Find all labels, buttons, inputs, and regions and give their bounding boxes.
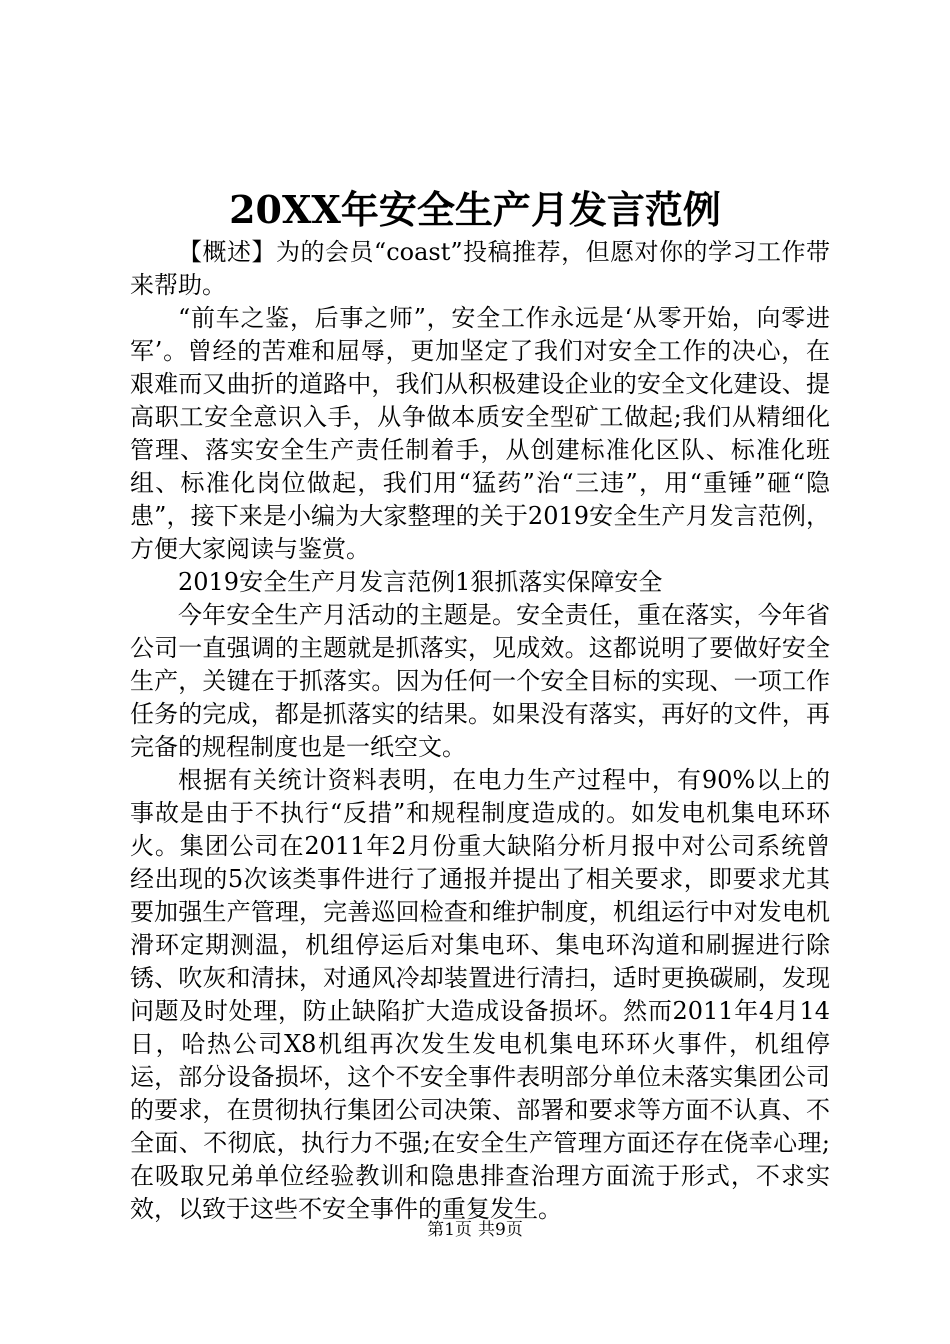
page-number: 第1页 bbox=[427, 1220, 472, 1240]
paragraph-statistics: 根据有关统计资料表明，在电力生产过程中，有90%以上的事故是由于不执行“反措”和规程制度造成的。如发电机集电环环火。集团公司在2011年2月份重大缺陷分析月报中对公司系统曾经出现的5次该类事件进行了通报并提出了相关要求，即要求尤其要加强生产管理，完善巡回检查和维护制度，机组运行中对发电机滑环定期测温，机组停运后对集电环、集电环沟道和刷握进行除锈、吹灰和清抹，对通风冷却装置进行清扫，适时更换碳刷，发现问题及时处理，防止缺陷扩大造成设备损坏。然而2011年4月14日，哈热公司X8机组再次发生发电机集电环环火事件，机组停运，部分设备损坏，这个不安全事件表明部分单位未落实集团公司的要求，在贯彻执行集团公司决策、部署和要求等方面不认真、不全面、不彻底，执行力不强;在安全生产管理方面还存在侥幸心理;在吸取兄弟单位经验教训和隐患排查治理方面流于形式，不求实效，以致于这些不安全事件的重复发生。 bbox=[130, 766, 830, 1223]
page-total: 共9页 bbox=[478, 1220, 523, 1240]
paragraph-summary: 【概述】为的会员“coast”投稿推荐，但愿对你的学习工作带来帮助。 bbox=[130, 238, 830, 299]
document-body bbox=[130, 236, 830, 1226]
paragraph-theme: 今年安全生产月活动的主题是。安全责任，重在落实，今年省公司一直强调的主题就是抓落实，见成效。这都说明了要做好安全生产，关键在于抓落实。因为任何一个安全目标的实现、一项工作任务的完成，都是抓落实的结果。如果没有落实，再好的文件，再完备的规程制度也是一纸空文。 bbox=[130, 601, 830, 761]
page-footer bbox=[0, 1218, 950, 1242]
paragraph-intro: “前车之鉴，后事之师”，安全工作永远是‘从零开始，向零进军’。曾经的苦难和屈辱，更加坚定了我们对安全工作的决心，在艰难而又曲折的道路中，我们从积极建设企业的安全文化建设、提高职工安全意识入手，从争做本质安全型矿工做起;我们从精细化管理、落实安全生产责任制着手，从创建标准化区队、标准化班组、标准化岗位做起，我们用“猛药”治“三违”，用“重锤”砸“隐患”，接下来是小编为大家整理的关于2019安全生产月发言范例，方便大家阅读与鉴赏。 bbox=[130, 304, 830, 563]
document-title: 20XX年安全生产月发言范例 bbox=[229, 187, 721, 232]
paragraph-subheading: 2019安全生产月发言范例1狠抓落实保障安全 bbox=[178, 568, 663, 596]
